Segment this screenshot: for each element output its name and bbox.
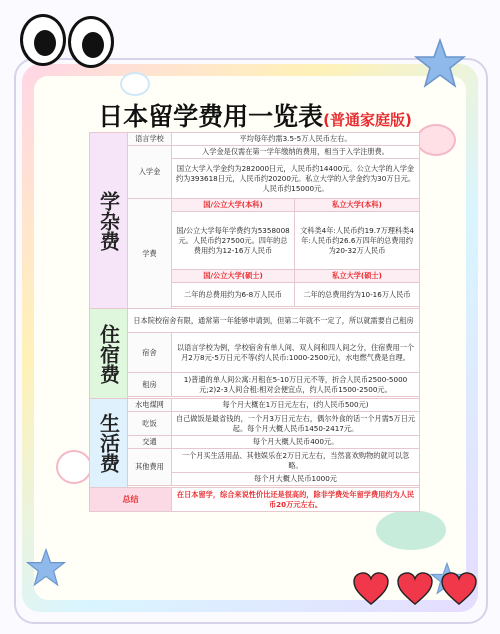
cartoon-pupil-right-icon [82, 32, 104, 58]
cost-table [89, 132, 420, 512]
private-undergrad-text: 文科类4年:人民币约19.7万理科类4年:人民币约26.6万四年的总费用约为20-32万人民币 [295, 212, 420, 270]
category-tuition: 学杂费 [90, 133, 128, 309]
heart-icon [440, 572, 478, 606]
category-housing: 住宿费 [90, 309, 128, 399]
public-master-text: 二年的总费用约为6-8万人民币 [172, 283, 295, 307]
cloud-blob-icon [120, 72, 150, 96]
food-text: 自己做饭是最省钱的，一个月3万日元左右，偶尔外食的话一个月需5万日元起。每个月大概人民币1450-2417元。 [172, 412, 420, 436]
dorm-text: 以语言学校为例，学校宿舍有单人间、双人间和四人间之分，住宿费用一个月2万8元-5万日元不等(约人民币:1000-2500元)，水电燃气费是自理。 [172, 333, 420, 373]
heart-icon [352, 572, 390, 606]
title-subtitle: (普通家庭版) [323, 111, 412, 129]
table-row [90, 412, 420, 436]
public-undergrad-text: 国/公立大学每年学费约为5358008元。人民币约27500元。四年的总费用约为12-16万人民币 [172, 212, 295, 270]
heart-icon [396, 572, 434, 606]
row-label-rent: 租房 [128, 373, 172, 397]
rent-text: 1)普通的单人间公寓:月租在5-10万日元不等，折合人民币2500-5000元;2)2-3人间合租:相对会便宜点，约人民币1500-2500元。 [172, 373, 420, 397]
leaf-blob-icon [376, 510, 446, 550]
admission-text-2: 国立大学入学金约为282000日元，人民币约14400元。公立大学的入学金约为393618日元，人民币约20200元。私立大学的入学金约为30万日元。人民币约15000元。 [172, 159, 420, 199]
page-title [86, 100, 424, 134]
title-main: 日本留学费用一览表 [98, 102, 324, 131]
table-row [90, 199, 420, 212]
row-label-transport: 交通 [128, 436, 172, 449]
table-row [90, 133, 420, 146]
language-school-text: 平均每年约需3.5-5万人民币左右。 [172, 133, 420, 146]
row-label-dorm: 宿舍 [128, 333, 172, 373]
table-row [90, 399, 420, 412]
utilities-text: 每个月大概在1万日元左右，(约人民币500元) [172, 399, 420, 412]
row-label-other: 其他费用 [128, 449, 172, 486]
private-master-text: 二年的总费用约为10-16万人民币 [295, 283, 420, 307]
header-public-master: 国/公立大学(硕士) [172, 270, 295, 283]
table-row [90, 309, 420, 333]
admission-text-1: 入学金是仅需在第一学年缴纳的费用，相当于入学注册费。 [172, 146, 420, 159]
table-row [90, 436, 420, 449]
row-label-tuition: 学费 [128, 199, 172, 309]
star-icon [26, 548, 66, 588]
category-living: 生活费 [90, 399, 128, 488]
total-text: 在日本留学，综合来说性价比还是很高的，除非学费处年留学费用约为人民币20万元左右。 [172, 488, 420, 512]
row-label-admission: 入学金 [128, 146, 172, 199]
header-private-undergrad: 私立大学(本科) [295, 199, 420, 212]
table-row [90, 146, 420, 159]
table-row [90, 449, 420, 473]
category-total: 总结 [90, 488, 172, 512]
cloud-blob-icon [56, 450, 92, 484]
other-text-2: 每个月大概人民币1000元 [172, 473, 420, 486]
row-label-food: 吃饭 [128, 412, 172, 436]
table-row [90, 488, 420, 512]
table-row [90, 333, 420, 373]
other-text-1: 一个月买生活用品、其他娱乐在2万日元左右，当然喜欢购物的就可以忽略。 [172, 449, 420, 473]
row-label-utilities: 水电煤网 [128, 399, 172, 412]
housing-intro-text: 日本院校宿舍有限，通常第一年能够申请到，但第二年就不一定了，所以就需要自己租房 [128, 309, 420, 333]
cartoon-pupil-left-icon [34, 30, 56, 56]
header-public-undergrad: 国/公立大学(本科) [172, 199, 295, 212]
table-row [90, 373, 420, 397]
transport-text: 每个月大概人民币400元。 [172, 436, 420, 449]
header-private-master: 私立大学(硕士) [295, 270, 420, 283]
star-icon [414, 38, 466, 90]
row-label-language-school: 语言学校 [128, 133, 172, 146]
